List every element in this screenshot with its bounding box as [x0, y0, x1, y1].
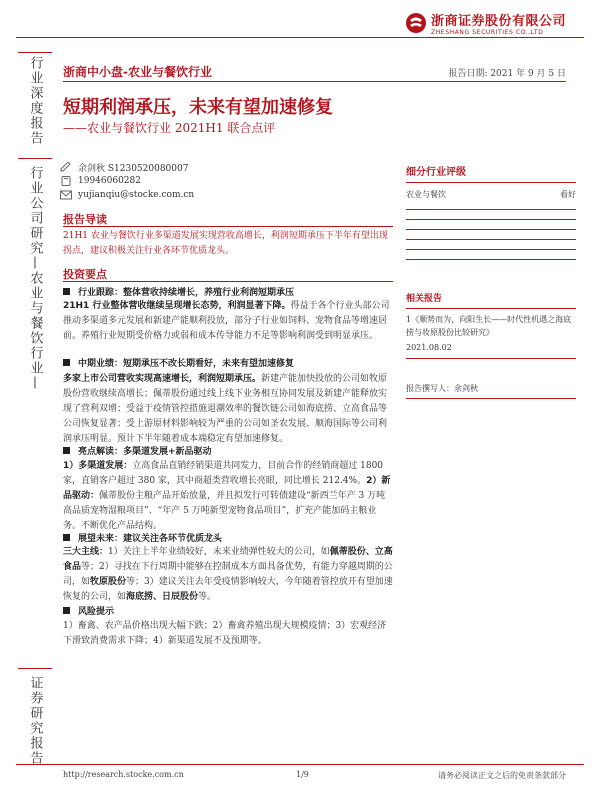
bullet-text: 1）关注上半年业绩较好，未来业绩弹性较大的公司，如: [108, 547, 330, 557]
pen-icon: [60, 162, 72, 172]
sidebar-rule: [18, 52, 52, 53]
bullet-risk: [63, 604, 114, 617]
bullet-text: 等；3）建议关注去年受疫情影响较大，今年随着管控放开有望加速恢复的公司，如: [63, 577, 393, 602]
bullet-body: [63, 619, 393, 649]
footer-disclaimer: 请务必阅读正文之后的免责条款部分: [438, 771, 566, 780]
bullet-square-icon: [63, 447, 70, 454]
sidebar-category-text: 行业公司研究—农业与餐饮行业—: [27, 166, 43, 391]
bullet-square-icon: [63, 288, 70, 295]
bullet-title: 亮点解读：多渠道发展+新品驱动: [78, 447, 212, 457]
sidebar-footer-label: [18, 676, 52, 766]
rating-rule: [406, 210, 576, 220]
stock-highlight: 佩蒂股份、立高食品: [63, 547, 393, 572]
bullet-highlights: [63, 444, 212, 457]
bullet-interim-results: [63, 356, 294, 369]
bullet-lead: 1）多渠道发展：: [63, 461, 133, 471]
guide-heading: 报告导读: [63, 213, 107, 226]
bullet-title: 中期业绩：短期承压不改长期看好，未来有望加速修复: [78, 359, 295, 369]
bullet-text: 得益于各个行业头部公司推动多渠道多元发展和新建产能顺利投放，部分子行业如饲料、宠物食品等增速居前。养殖行业短期受价格力或弱和成本传导能力不足等影响利润受到明显承压。: [63, 301, 390, 341]
footer-url[interactable]: http://research.stocke.com.cn: [63, 770, 184, 779]
guide-text: 21H1 农业与餐饮行业多渠道发展实现营收高增长，利润短期承压下半年有望出现拐点，建议积极关注行业各环节优质龙头。: [63, 231, 388, 256]
rating-rule: [406, 200, 576, 210]
brand-name-en: ZHESHANG SECURITIES CO.,LTD: [430, 29, 544, 36]
related-title: 相关报告: [406, 291, 576, 309]
bullet-body: [63, 299, 393, 344]
bullet-square-icon: [63, 607, 70, 614]
analyst-row: [60, 160, 194, 174]
sidebar-footer-label-text: 证券研究报告: [27, 676, 43, 766]
bullet-text: 等；2）寻找在下行周期中能够在控制成本方面具备优势，有能力穿越周期的公司，如: [63, 562, 393, 587]
bullet-lead: 多家上市公司营收实现高速增长，利润短期承压。: [63, 374, 262, 384]
sidebar-rule: [18, 158, 52, 159]
report-date: 报告日期: 2021 年 9 月 5 日: [448, 69, 566, 79]
points-heading: 投资要点: [63, 268, 107, 281]
stock-highlight: 海底捞、日辰股份: [126, 592, 199, 602]
brand-name-cn: 浙商证券股份有限公司: [430, 14, 566, 29]
rating-industry: 农业与餐饮: [406, 190, 446, 199]
phone-icon: [60, 176, 72, 186]
bullet-lead: 2）新品驱动：: [63, 476, 391, 501]
sidebar-rule: [18, 668, 52, 669]
bullet-body: [63, 372, 393, 447]
sidebar-category: [18, 166, 52, 391]
email-icon: [60, 190, 72, 200]
bullet-industry-tracking: [63, 285, 294, 298]
bullet-square-icon: [63, 359, 70, 366]
bullet-text: 佩蒂股份主粮产品开始放量，并且拟发行可转债建设“新西兰年产 3 万吨高品质宠物湿粮项目”、“年产 5 万吨新型宠物食品项目”，扩充产能加码主粮业务。不断优化产品结构。: [63, 491, 386, 531]
footer-rule: [16, 764, 584, 765]
rating-rule: [406, 230, 576, 240]
rating-rule: [406, 240, 576, 250]
stock-highlight: 牧原股份: [90, 577, 127, 587]
page-title: 短期利润承压，未来有望加速修复: [63, 97, 333, 118]
page-subtitle: ——农业与餐饮行业 2021H1 联合点评: [63, 121, 276, 135]
bullet-square-icon: [63, 534, 70, 541]
bullet-title: 行业跟踪：整体营收持续增长，养殖行业利润短期承压: [78, 288, 295, 298]
bullet-outlook: [63, 531, 222, 544]
analyst-name: 余剑秋 S1230520080007: [78, 163, 189, 174]
section-rule: [63, 226, 393, 227]
page-number: 1/9: [296, 770, 309, 779]
bullet-text: 等。: [198, 592, 217, 602]
analyst-row: [60, 174, 194, 188]
section-rule: [63, 281, 393, 282]
brand-logo-icon: [405, 12, 427, 34]
bullet-text: 新建产能加快投放的公司如牧原股份营收继续高增长；佩蒂股份通过线上线下业务相互协同发展及新建产能释放实现了营利双增；受益于疫情管控措施退潮效率的餐饮链公司如海底捞、立高食品等公司恢复显著；受上游原材料影响较为严重的公司如圣农发展、顺海国际等公司利润承压明显。预计下半年随着成本端稳定有望加速修复。: [63, 374, 388, 444]
related-date: 2021.08.02: [406, 339, 576, 359]
rating-panel: [406, 163, 576, 260]
bullet-lead: 三大主线：: [63, 547, 109, 557]
sidebar-report-type-text: 行业深度报告: [27, 56, 43, 146]
rating-row: [406, 183, 576, 200]
rating-rule: [406, 250, 576, 260]
analyst-info: [60, 160, 194, 202]
analyst-row: [60, 188, 194, 202]
report-author: 报告撰写人：余剑秋: [406, 359, 576, 399]
bullet-title: 展望未来：建议关注各环节优质龙头: [78, 534, 223, 544]
bullet-body: [63, 545, 393, 605]
analyst-phone: 19946060282: [78, 176, 141, 186]
bullet-text: 立高食品直销经销渠道共同发力，目前合作的经销商超过 1800 家，直销客户超过 380 家，其中商超类营收增长亮眼，同比增长 212.4%。: [63, 461, 384, 486]
rating-title: 细分行业评级: [406, 163, 576, 183]
bullet-body: [63, 459, 393, 534]
rating-value: 看好: [560, 190, 576, 199]
brand-logo: [405, 10, 566, 36]
related-item[interactable]: 1《顺势而为，向阳生长——时代性机遇之海底捞与妆原股份比较研究》: [406, 315, 572, 337]
analyst-email[interactable]: yujianqiu@stocke.com.cn: [78, 190, 195, 200]
bullet-lead: 21H1 行业整体营收继续呈现增长态势，利润显著下降。: [63, 301, 291, 311]
top-rule: [16, 37, 584, 38]
rating-rule: [406, 220, 576, 230]
section-label: 浙商中小盘-农业与餐饮行业: [63, 65, 212, 79]
bullet-title: 风险提示: [78, 607, 115, 617]
sidebar-report-type: [18, 56, 52, 146]
related-reports: [406, 291, 576, 399]
header-rule: [63, 81, 566, 82]
bullet-text: 1）畜禽、农产品价格出现大幅下跌；2）畜禽养殖出现大规模疫情；3）宏观经济下滑致消费需求下降；4）新渠道发展不及预期等。: [63, 621, 387, 646]
